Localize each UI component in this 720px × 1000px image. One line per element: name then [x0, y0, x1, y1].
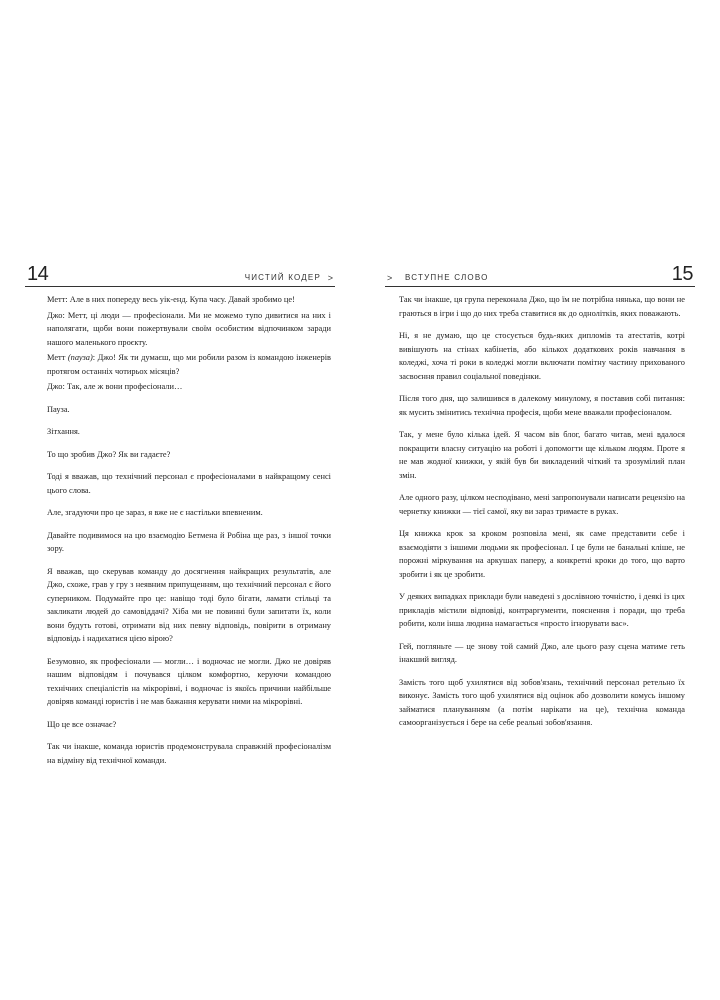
left-running-head: ЧИСТИЙ КОДЕР [244, 273, 321, 282]
right-page [385, 262, 695, 739]
left-page-body [25, 287, 335, 767]
paragraph: Ні, я не думаю, що це стосується будь-яких дипломів та атестатів, котрі вивішують на стінах кабінетів, або кількох додаткових років навчання в коледжі, хоча ті роки в коледжі могли включати помітну частину прихованого засвоєння правил соціальної поведінки. [399, 331, 685, 381]
right-page-body [385, 287, 695, 730]
paragraph: Але, згадуючи про це зараз, я вже не є настільки впевненим. [47, 508, 263, 517]
paragraph: Так чи інакше, команда юристів продемонструвала справжній професіоналізм на відміну від технічної команди. [47, 742, 331, 765]
paragraph [47, 351, 331, 378]
right-page-number: 15 [671, 263, 693, 285]
paragraph: Я вважав, що скерував команду до досягнення найкращих результатів, але Джо, схоже, грав у гру з неявним припущенням, що технічний персонал є його суперником. Подумайте про це: навіщо тоді було бігати, ламати стільці та закликати людей до самовіддачі? Хіба ми не повинні були запитати їх, коли вони будуть готові, отримати від них певну відповідь, повірити в отриману відповідь і надихатися цією вірою? [47, 566, 331, 643]
paragraph: Зітхання. [47, 427, 80, 436]
paragraph: У деяких випадках приклади були наведені з дослівною точністю, і деякі із цих прикладів містили відповіді, контраргументи, пояснення і поради, що треба робити, коли інша людина намагається «просто ігнорувати вас». [399, 592, 685, 628]
chevron-right-icon: > [387, 273, 393, 283]
paragraph: Тоді я вважав, що технічний персонал є професіоналами в найкращому сенсі цього слова. [47, 472, 331, 495]
paragraph: Що це все означає? [47, 719, 117, 729]
stage-direction: (пауза) [67, 353, 93, 362]
paragraph: Так, у мене було кілька ідей. Я часом вів блог, багато читав, мені вдалося покращити власну ситуацію на роботі і допомогти ще кільком людям. Проте я не мав жодної книжки, у якій був би викладений чіткий та зрозумілий план змін. [399, 430, 685, 480]
paragraph: Безумовно, як професіонали — могли… і водночас не могли. Джо не довіряв нашим відповідям і почувався цілком комфортно, керуючи командою технічних спеціалістів на мікрорівні, і водночас із якоїсь причини найбільше довіряв команді юристів і не мав бажання керувати ними на мікрорівні. [47, 656, 331, 706]
right-page-header [385, 262, 695, 287]
paragraph: Замість того щоб ухилятися від зобов'язань, технічний персонал ретельно їх виконує. Замість того щоб ухилятися від оцінок або дозволити комусь іншому займатися плануванням (а потім нарікати на це), технічна команда самоорганізується і бере на себе реальні зобов'язання. [399, 677, 685, 727]
chevron-right-icon: > [327, 273, 333, 283]
left-page [25, 262, 335, 776]
left-page-header [25, 262, 335, 287]
paragraph: Джо: Так, але ж вони професіонали… [47, 382, 183, 391]
dialogue-text: : Джо! Як ти думаєш, що ми робили разом із командою інженерів протягом останніх чотирьох місяців? [47, 353, 332, 376]
paragraph: Так чи інакше, ця група переконала Джо, що їм не потрібна нянька, що вони не граються в ігри і що до них треба ставитися як до однолітків, яких поважають. [399, 295, 685, 318]
paragraph: Після того дня, що залишився в далекому минулому, я поставив собі питання: як мусить змінитись технічна професія, щоби мене вважали професіоналом. [399, 394, 685, 417]
paragraph: Давайте подивимося на цю взаємодію Бетмена й Робіна ще раз, з іншої точки зору. [47, 530, 331, 553]
speaker: Метт [47, 353, 66, 362]
paragraph: Пауза. [47, 404, 70, 414]
left-page-number: 14 [27, 263, 49, 285]
paragraph: Джо: Метт, ці люди — професіонали. Ми не можемо тупо дивитися на них і наполягати, щоби вони пожертвували своїм особистим відпочинком заради нашого маленького проєкту. [47, 310, 331, 347]
paragraph: Ця книжка крок за кроком розповіла мені, як саме представити себе і взаємодіяти з іншими людьми як професіонал. І це були не банальні кліше, не порожні міркування на аркушах паперу, а конкретні кроки до того, що варто зробити і як це зробити. [399, 529, 685, 579]
paragraph: Але одного разу, цілком несподівано, мені запропонували написати рецензію на чернетку книжки — тієї самої, яку ви зараз тримаєте в руках. [399, 493, 685, 516]
paragraph: Гей, погляньте — це знову той самий Джо, але цього разу сцена матиме геть інакший вигляд. [399, 641, 685, 664]
paragraph: То що зробив Джо? Як ви гадаєте? [47, 449, 171, 459]
paragraph: Метт: Але в них попереду весь уік-енд. Купа часу. Давай зробимо це! [47, 295, 295, 304]
right-running-head: ВСТУПНЕ СЛОВО [405, 273, 489, 282]
